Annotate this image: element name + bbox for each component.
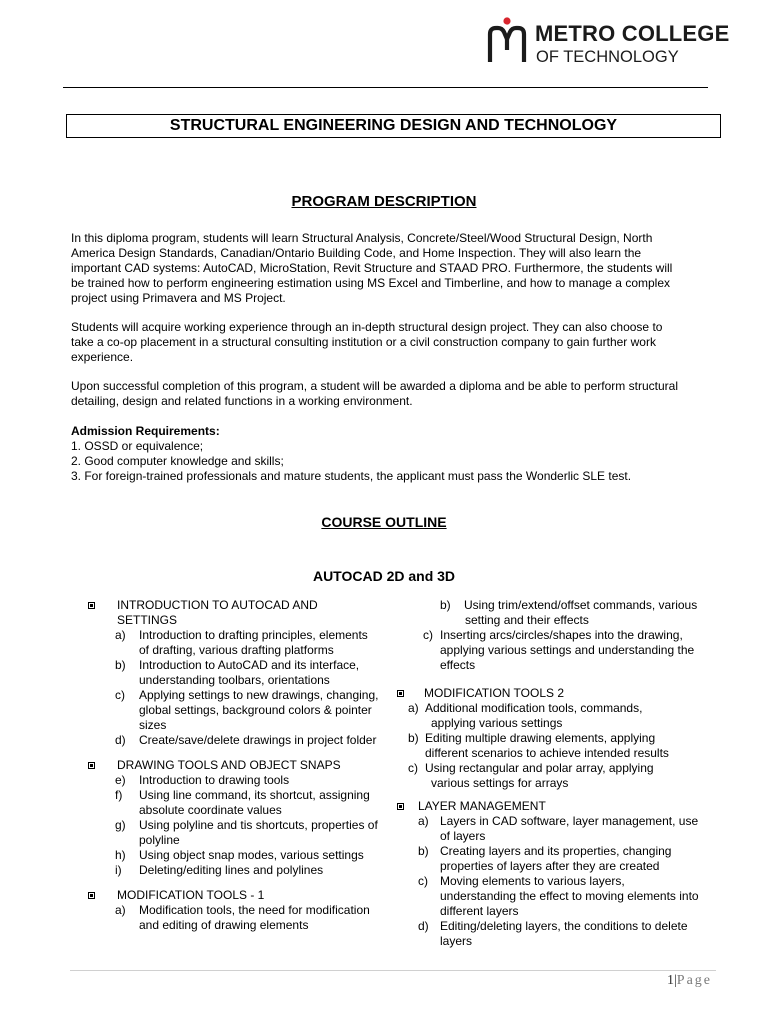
item-letter: c) xyxy=(408,761,418,775)
item-letter: c) xyxy=(115,688,125,702)
section-layer-management xyxy=(396,799,714,949)
header-divider xyxy=(63,87,708,88)
list-item xyxy=(418,874,714,919)
item-letter: a) xyxy=(115,903,126,917)
text-line: understanding the effect to moving elements into xyxy=(440,889,699,903)
autocad-heading: AUTOCAD 2D and 3D xyxy=(312,568,456,584)
item-letter: i) xyxy=(115,863,122,877)
item-letter: b) xyxy=(408,731,419,745)
text-line: various settings for arrays xyxy=(431,776,569,790)
admission-item: 1. OSSD or equivalence; xyxy=(71,439,204,453)
text-line: important CAD systems: AutoCAD, MicroStation, Revit Structure and STAAD PRO. Furthermore, the students will xyxy=(71,261,673,275)
page-label: Page xyxy=(676,973,712,988)
list-item xyxy=(408,701,714,731)
section-title: MODIFICATION TOOLS - 1 xyxy=(117,888,265,902)
text-line: Modification tools, the need for modification xyxy=(139,903,370,917)
list-item xyxy=(115,733,396,748)
footer-divider xyxy=(70,970,716,971)
text-line: setting and their effects xyxy=(465,613,589,627)
text-line: Using object snap modes, various settings xyxy=(139,848,364,862)
text-line: take a co-op placement in a structural consulting institution or a civil construction company to gain further work xyxy=(71,335,656,349)
course-outline-heading: COURSE OUTLINE xyxy=(321,514,447,530)
text-line: layers xyxy=(440,934,473,948)
text-line: experience. xyxy=(71,350,134,364)
list-item xyxy=(115,628,396,658)
admission-requirements xyxy=(71,424,711,484)
college-logo-mark-icon xyxy=(487,16,527,64)
checkbox-bullet-icon xyxy=(397,803,404,810)
text-line: Applying settings to new drawings, changing, xyxy=(139,688,379,702)
text-line: INTRODUCTION TO AUTOCAD AND xyxy=(117,598,318,612)
document-title: STRUCTURAL ENGINEERING DESIGN AND TECHNOLOGY xyxy=(66,114,721,138)
list-item xyxy=(115,773,396,788)
text-line: different scenarios to achieve intended results xyxy=(425,746,669,760)
course-column-left xyxy=(86,598,396,933)
text-line: sizes xyxy=(139,718,167,732)
text-line: In this diploma program, students will learn Structural Analysis, Concrete/Steel/Wood Structural Design, North xyxy=(71,231,653,245)
section-title: LAYER MANAGEMENT xyxy=(418,799,546,813)
logo-line-1: METRO COLLEGE xyxy=(535,21,730,46)
paragraph-intro xyxy=(71,231,711,306)
list-item xyxy=(115,903,396,933)
text-line: Students will acquire working experience through an in-depth structural design project. They can also choose to xyxy=(71,320,663,334)
college-logo xyxy=(487,16,730,68)
checkbox-bullet-icon xyxy=(88,602,95,609)
text-line: Creating layers and its properties, changing xyxy=(440,844,672,858)
list-item xyxy=(115,788,396,818)
paragraph-experience xyxy=(71,320,711,365)
text-line: polyline xyxy=(139,833,180,847)
admission-heading: Admission Requirements: xyxy=(71,424,220,438)
list-item xyxy=(396,598,714,628)
item-letter: c) xyxy=(418,874,428,888)
text-line: detailing, design and related functions in a working environment. xyxy=(71,394,413,408)
text-line: effects xyxy=(440,658,476,672)
checkbox-bullet-icon xyxy=(88,892,95,899)
text-line: Inserting arcs/circles/shapes into the drawing, xyxy=(440,628,683,642)
text-line: Introduction to drawing tools xyxy=(139,773,290,787)
program-description-heading: PROGRAM DESCRIPTION xyxy=(291,193,477,210)
text-line: applying various settings xyxy=(431,716,563,730)
page-number: 1 xyxy=(666,973,674,988)
item-letter: b) xyxy=(440,598,451,612)
item-letter: a) xyxy=(115,628,126,642)
list-item xyxy=(418,814,714,844)
item-letter: e) xyxy=(115,773,126,787)
item-letter: h) xyxy=(115,848,126,862)
list-item xyxy=(115,863,396,878)
text-line: Moving elements to various layers, xyxy=(440,874,625,888)
item-letter: d) xyxy=(418,919,429,933)
text-line: project using Primavera and MS Project. xyxy=(71,291,286,305)
list-item xyxy=(418,844,714,874)
list-item xyxy=(115,658,396,688)
text-line: Using line command, its shortcut, assigning xyxy=(139,788,370,802)
course-column-right xyxy=(396,598,714,949)
text-line: Editing/deleting layers, the conditions to delete xyxy=(440,919,688,933)
item-letter: f) xyxy=(115,788,123,802)
text-line: Layers in CAD software, layer management, use xyxy=(440,814,699,828)
text-line: Using rectangular and polar array, applying xyxy=(425,761,654,775)
text-line: of drafting, various drafting platforms xyxy=(139,643,334,657)
section-intro-autocad xyxy=(86,598,396,748)
text-line: Create/save/delete drawings in project folder xyxy=(139,733,377,747)
text-line: America Design Standards, Canadian/Ontario Building Code, and Home Inspection. They will also learn the xyxy=(71,246,642,260)
item-letter: a) xyxy=(418,814,429,828)
list-item xyxy=(115,848,396,863)
list-item xyxy=(396,628,714,673)
item-letter: b) xyxy=(115,658,126,672)
admission-item: 3. For foreign-trained professionals and mature students, the applicant must pass the Wonderlic SLE test. xyxy=(71,469,632,483)
text-line: Using trim/extend/offset commands, various xyxy=(464,598,698,612)
item-letter: b) xyxy=(418,844,429,858)
list-item xyxy=(418,919,714,949)
text-line: Editing multiple drawing elements, applying xyxy=(425,731,656,745)
item-letter: g) xyxy=(115,818,126,832)
list-item xyxy=(408,761,714,791)
text-line: global settings, background colors & pointer xyxy=(139,703,372,717)
text-line: understanding toolbars, orientations xyxy=(139,673,330,687)
text-line: Introduction to AutoCAD and its interface, xyxy=(139,658,360,672)
admission-item: 2. Good computer knowledge and skills; xyxy=(71,454,284,468)
text-line: absolute coordinate values xyxy=(139,803,282,817)
list-item xyxy=(408,731,714,761)
section-title: DRAWING TOOLS AND OBJECT SNAPS xyxy=(117,758,341,772)
list-item xyxy=(115,818,396,848)
page-separator: | xyxy=(673,973,677,988)
text-line: Additional modification tools, commands, xyxy=(425,701,643,715)
item-letter: d) xyxy=(115,733,126,747)
text-line: Introduction to drafting principles, elements xyxy=(139,628,368,642)
section-drawing-tools xyxy=(86,758,396,878)
section-modification-tools-1 xyxy=(86,888,396,933)
section-title: MODIFICATION TOOLS 2 xyxy=(424,686,565,700)
logo-line-2: OF TECHNOLOGY xyxy=(536,48,679,66)
text-line: different layers xyxy=(440,904,519,918)
text-line: properties of layers after they are created xyxy=(440,859,660,873)
text-line: be trained how to perform engineering estimation using MS Excel and Timberline, and how to manage a complex xyxy=(71,276,670,290)
text-line: Deleting/editing lines and polylines xyxy=(139,863,324,877)
list-item xyxy=(115,688,396,733)
checkbox-bullet-icon xyxy=(88,762,95,769)
text-line: and editing of drawing elements xyxy=(139,918,309,932)
text-line: Upon successful completion of this program, a student will be awarded a diploma and be able to perform structural xyxy=(71,379,678,393)
section-title xyxy=(117,598,396,628)
checkbox-bullet-icon xyxy=(397,690,404,697)
text-line: of layers xyxy=(440,829,486,843)
text-line: SETTINGS xyxy=(117,613,178,627)
item-letter: c) xyxy=(423,628,433,642)
section-modification-tools-2 xyxy=(396,686,714,791)
paragraph-completion xyxy=(71,379,711,409)
page-footer xyxy=(600,973,712,989)
item-letter: a) xyxy=(408,701,419,715)
text-line: Using polyline and tis shortcuts, properties of xyxy=(139,818,378,832)
text-line: applying various settings and understanding the xyxy=(440,643,695,657)
